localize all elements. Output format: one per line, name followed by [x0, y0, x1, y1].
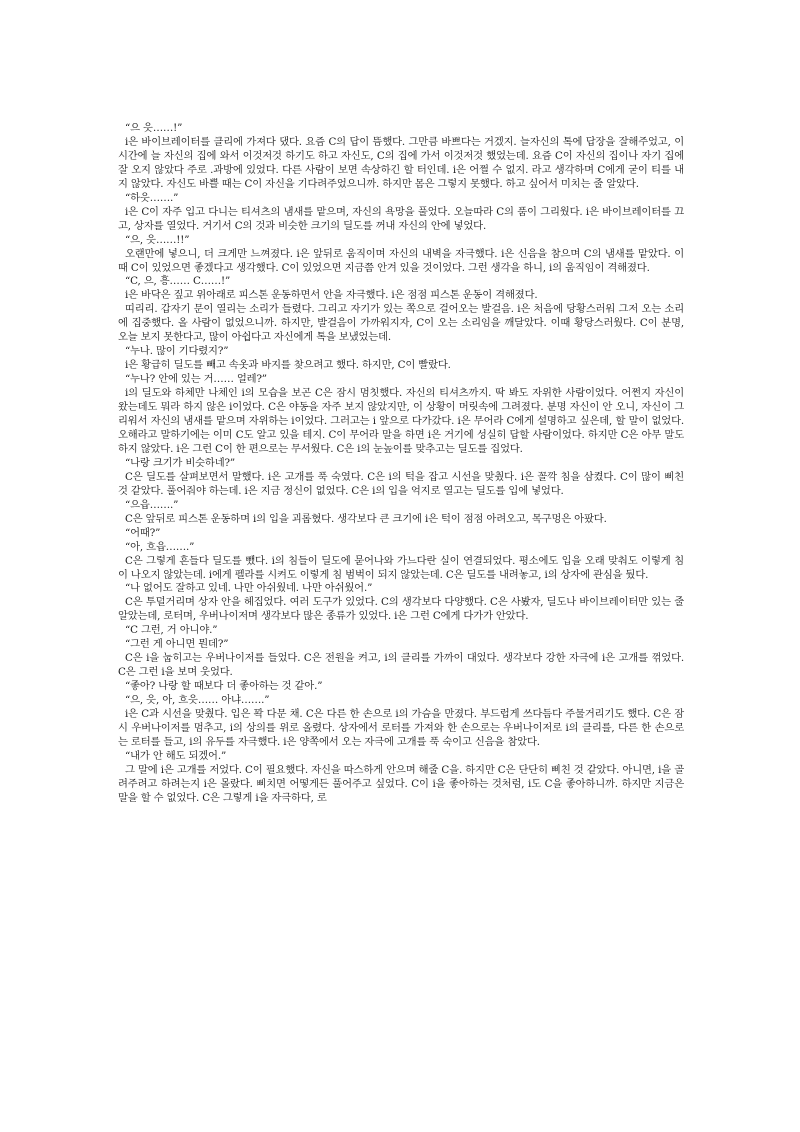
paragraph: “어때?”	[125, 526, 161, 539]
paragraph: “C, 으, 흥…… C……!”	[125, 275, 231, 288]
paragraph: “좋아? 나랑 할 때보다 더 좋아하는 것 같아.”	[125, 680, 323, 693]
paragraph: “내가 안 해도 되겠어.”	[125, 749, 227, 762]
paragraph: “나랑 크기가 비슷하네?”	[125, 456, 236, 469]
paragraph: i은 바닥은 짚고 위아래로 피스톤 운동하면서 안을 자극했다. i은 점점 피스톤 운동이 격해졌다.	[125, 289, 538, 302]
paragraph: “C 그런, 거 아니야.”	[125, 624, 218, 637]
paragraph: 띠리리. 갑자기 문이 열리는 소리가 들렸다. 그리고 자기가 있는 쪽으로 걸어오는 발걸음. i은 처음에 당황스러워 그저 오는 소리에 집중했다. 올 사람이 없었으니까. 하지만, 발걸음이 가까워지자, C이 오는 소리임을 깨달았다. 이때 황당스러웠다. C이 분명, 오늘 보지 못한다고, 많이 아쉽다고 자신에게 톡을 보냈었는데.	[118, 303, 684, 344]
paragraph: C은 그렇게 흔들다 딜도를 뺐다. i의 침들이 딜도에 묻어나와 가느다란 실이 연결되었다. 평소에도 입을 오래 맞춰도 이렇게 침이 나오지 않았는데. i에게 펠라를 시켜도 이렇게 침 범벅이 되지 않았는데. C은 딜도를 내려놓고, i의 상자에 관심을 뒀다.	[118, 554, 684, 581]
paragraph: “으 읏……!”	[125, 122, 183, 134]
paragraph: C은 투덜거리며 상자 안을 헤집었다. 여러 도구가 있었다. C의 생각보다 다양했다. C은 사봤자, 딜도나 바이브레이터만 있는 줄 알았는데, 로터며, 우버나이저며 생각보다 많은 종류가 있었다. i은 그런 C에게 다가가 안았다.	[118, 596, 684, 623]
paragraph: “누나. 많이 기다렸지?”	[125, 345, 229, 358]
paragraph: i의 딜도와 하체만 나체인 i의 모습을 보곤 C은 잠시 멈칫했다. 자신의 티셔츠까지. 딱 봐도 자위한 사람이었다. 어쩐지 자신이 왔는데도 뭐라 하지 않은 i이었다. C은 야동을 자주 보지 않았지만, 이 상황이 머릿속에 그려졌다. 분명 자신이 안 오니, 자신이 그리워서 자신의 냄새를 맡으며 자위하는 i이었다. 그러고는 i 앞으로 다가갔다. i은 무어라 C에게 설명하고 싶은데, 할 말이 없었다. 오해라고 말하기에는 이미 C도 알고 있을 테지. C이 무어라 말을 하면 i은 거기에 성실히 답할 사람이었다. 하지만 C은 아무 말도 하지 않았다. i은 그런 C이 한 편으로는 무서웠다. C은 i의 눈높이를 맞추고는 딜도를 집었다.	[118, 387, 684, 455]
paragraph: 오랜만에 넣으니, 더 크게만 느껴졌다. i은 앞뒤로 움직이며 자신의 내벽을 자극했다. i은 신음을 참으며 C의 냄새를 맡았다. 이때 C이 있었으면 좋겠다고 생각했다. C이 있었으면 지금쯤 안겨 있을 것이었다. 그런 생각을 하니, i의 움직임이 격해졌다.	[118, 247, 684, 274]
paragraph: “나 없어도 잘하고 있네. 나만 아쉬웠네. 나만 아쉬웠어.”	[125, 582, 373, 595]
paragraph: C은 i을 눕히고는 우버나이저를 들었다. C은 전원을 켜고, i의 클리를 가까이 대었다. 생각보다 강한 자극에 i은 고개를 꺾었다. C은 그런 i을 보며 웃었다.	[118, 652, 684, 679]
paragraph: i은 C이 자주 입고 다니는 티셔츠의 냄새를 맡으며, 자신의 욕망을 풀었다. 오늘따라 C의 품이 그리웠다. i은 바이브레이터를 끄고, 상자를 열었다. 거기서 C의 것과 비슷한 크기의 딜도를 꺼내 자신의 안에 넣었다.	[118, 205, 684, 232]
paragraph: “하읏…….”	[125, 191, 179, 204]
paragraph: C은 딜도를 살펴보면서 말했다. i은 고개를 푹 숙였다. C은 i의 턱을 잡고 시선을 맞췄다. i은 꼴깍 침을 삼켰다. C이 많이 삐친 것 같았다. 풀어줘야 하는데. i은 지금 정신이 없었다. C은 i의 입을 억지로 열고는 딜도를 입에 넣었다.	[118, 470, 684, 497]
document-page	[118, 122, 684, 806]
paragraph: i은 황급히 딜도를 빼고 속옷과 바지를 찾으려고 했다. 하지만, C이 빨랐다.	[125, 359, 451, 372]
paragraph: “으읍…….”	[125, 498, 179, 511]
paragraph: “그런 게 아니면 뭔데?”	[125, 638, 229, 651]
paragraph: “으, 읏, 아, 흐읏…… 아냐…….”	[125, 694, 270, 707]
paragraph: 그 말에 i은 고개를 저었다. C이 필요했다. 자신을 따스하게 안으며 해줄 C을. 하지만 C은 단단히 삐친 것 같았다. 아니면, i을 골려주려고 하려는지 i은 몰랐다. 삐치면 어떻게든 풀어주고 싶었다. C이 i을 좋아하는 것처럼, i도 C을 좋아하니까. 하지만 지금은 말을 할 수 없었다. C은 그렇게 i을 자극하다, 로	[118, 763, 684, 804]
paragraph: “으, 읏……!!”	[125, 233, 190, 246]
paragraph: i은 C과 시선을 맞췄다. 입은 꽉 다문 채. C은 다른 한 손으로 i의 가슴을 만졌다. 부드럽게 쓰다듬다 주물거리기도 했다. C은 잠시 우버나이저를 멈추고, i의 상의를 위로 올렸다. 상자에서 로터를 가져와 한 손으로는 우버나이저로 i의 클리를, 다른 한 손으로는 로터를 들고, i의 유두를 자극했다. i은 양쪽에서 오는 자극에 고개를 푹 숙이고 신음을 참았다.	[118, 708, 684, 748]
paragraph: C은 앞뒤로 피스톤 운동하며 i의 입을 괴롭혔다. 생각보다 큰 크기에 i은 턱이 점점 아려오고, 목구멍은 아팠다.	[125, 512, 607, 525]
paragraph: i은 바이브레이터를 클리에 가져다 댔다. 요즘 C의 답이 뜸했다. 그만큼 바쁘다는 거겠지. 늘자신의 톡에 답장을 잘해주었고, 이 시간에 늘 자신의 집에 와서 이것저것 하기도 하고 자신도, C의 집에 가서 이것저것 했었는데. 요즘 C이 자신의 집이나 자기 집에 잘 오지 않았다 주로 .과방에 있었다. 다른 사람이 보면 속상하긴 할 터인데. i은 어쩔 수 없지. 라고 생각하며 C에게 굳이 티를 내지 않았다. 자신도 바쁠 때는 C이 자신을 기다려주었으니까. 하지만 몸은 그렇지 못했다. 하고 싶어서 미치는 줄 알았다.	[118, 135, 684, 190]
paragraph: “누나? 안에 있는 거…… 얼레?”	[125, 373, 267, 386]
paragraph: “아, 흐읍…….”	[125, 540, 195, 553]
